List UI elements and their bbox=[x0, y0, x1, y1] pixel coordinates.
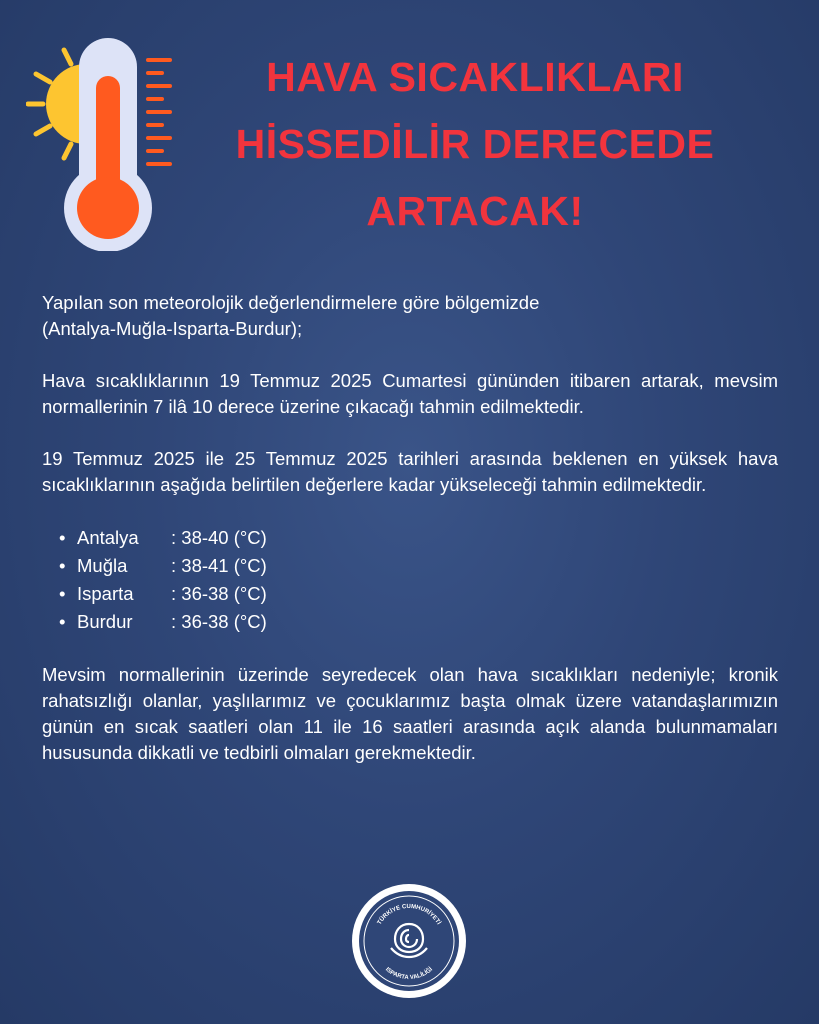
thermometer-sun-icon bbox=[26, 36, 176, 251]
bullet-icon: • bbox=[59, 583, 66, 604]
intro-line-1: Yapılan son meteorolojik değerlendirmelere göre bölgemizde bbox=[42, 292, 540, 313]
announcement-body bbox=[42, 290, 778, 792]
title-line-1: HAVA SICAKLIKLARI bbox=[266, 54, 684, 100]
warning-paragraph: Mevsim normallerinin üzerinde seyredecek olan hava sıcaklıkları nedeniyle; kronik rahatsızlığı olanlar, yaşlılarımız ve çocuklarımız başta olmak üzere vatandaşlarımızın günün en sıcak saatleri olan 11 ile 16 saatleri arasında açık alanda bulunmamaları hususunda dikkatli ve tedbirli olmaları gerekmektedir. bbox=[42, 664, 778, 763]
list-item bbox=[59, 524, 778, 552]
temperature-list bbox=[42, 524, 778, 636]
city-name: Antalya bbox=[77, 527, 139, 548]
temperature-range: : 36-38 (°C) bbox=[171, 583, 267, 604]
intro-line-2: (Antalya-Muğla-Isparta-Burdur); bbox=[42, 318, 303, 339]
header bbox=[0, 0, 819, 270]
max-temperature-paragraph: 19 Temmuz 2025 ile 25 Temmuz 2025 tarihleri arasında beklenen en yüksek hava sıcaklıklarının aşağıda belirtilen değerlere kadar yükseleceği tahmin edilmektedir. bbox=[42, 448, 778, 495]
list-item bbox=[59, 580, 778, 608]
list-item bbox=[59, 552, 778, 580]
city-name: Burdur bbox=[77, 611, 133, 632]
title-line-3: ARTACAK! bbox=[366, 188, 584, 234]
page-title bbox=[210, 44, 740, 245]
bullet-icon: • bbox=[59, 527, 66, 548]
isparta-valiligi-logo bbox=[350, 882, 468, 1000]
intro-paragraph bbox=[42, 290, 778, 342]
city-name: Muğla bbox=[77, 555, 128, 576]
city-name: Isparta bbox=[77, 583, 134, 604]
bullet-icon: • bbox=[59, 555, 66, 576]
list-item bbox=[59, 608, 778, 636]
temperature-range: : 36-38 (°C) bbox=[171, 611, 267, 632]
svg-text:TÜRKİYE CUMHURİYETİ: TÜRKİYE CUMHURİYETİ bbox=[376, 903, 442, 926]
svg-text:ISPARTA VALİLİĞİ: ISPARTA VALİLİĞİ bbox=[384, 966, 434, 982]
forecast-paragraph: Hava sıcaklıklarının 19 Temmuz 2025 Cumartesi gününden itibaren artarak, mevsim normallerinin 7 ilâ 10 derece üzerine çıkacağı tahmin edilmektedir. bbox=[42, 370, 778, 417]
title-line-2: HİSSEDİLİR DERECEDE bbox=[235, 121, 715, 167]
bullet-icon: • bbox=[59, 611, 66, 632]
temperature-range: : 38-41 (°C) bbox=[171, 555, 267, 576]
temperature-range: : 38-40 (°C) bbox=[171, 527, 267, 548]
